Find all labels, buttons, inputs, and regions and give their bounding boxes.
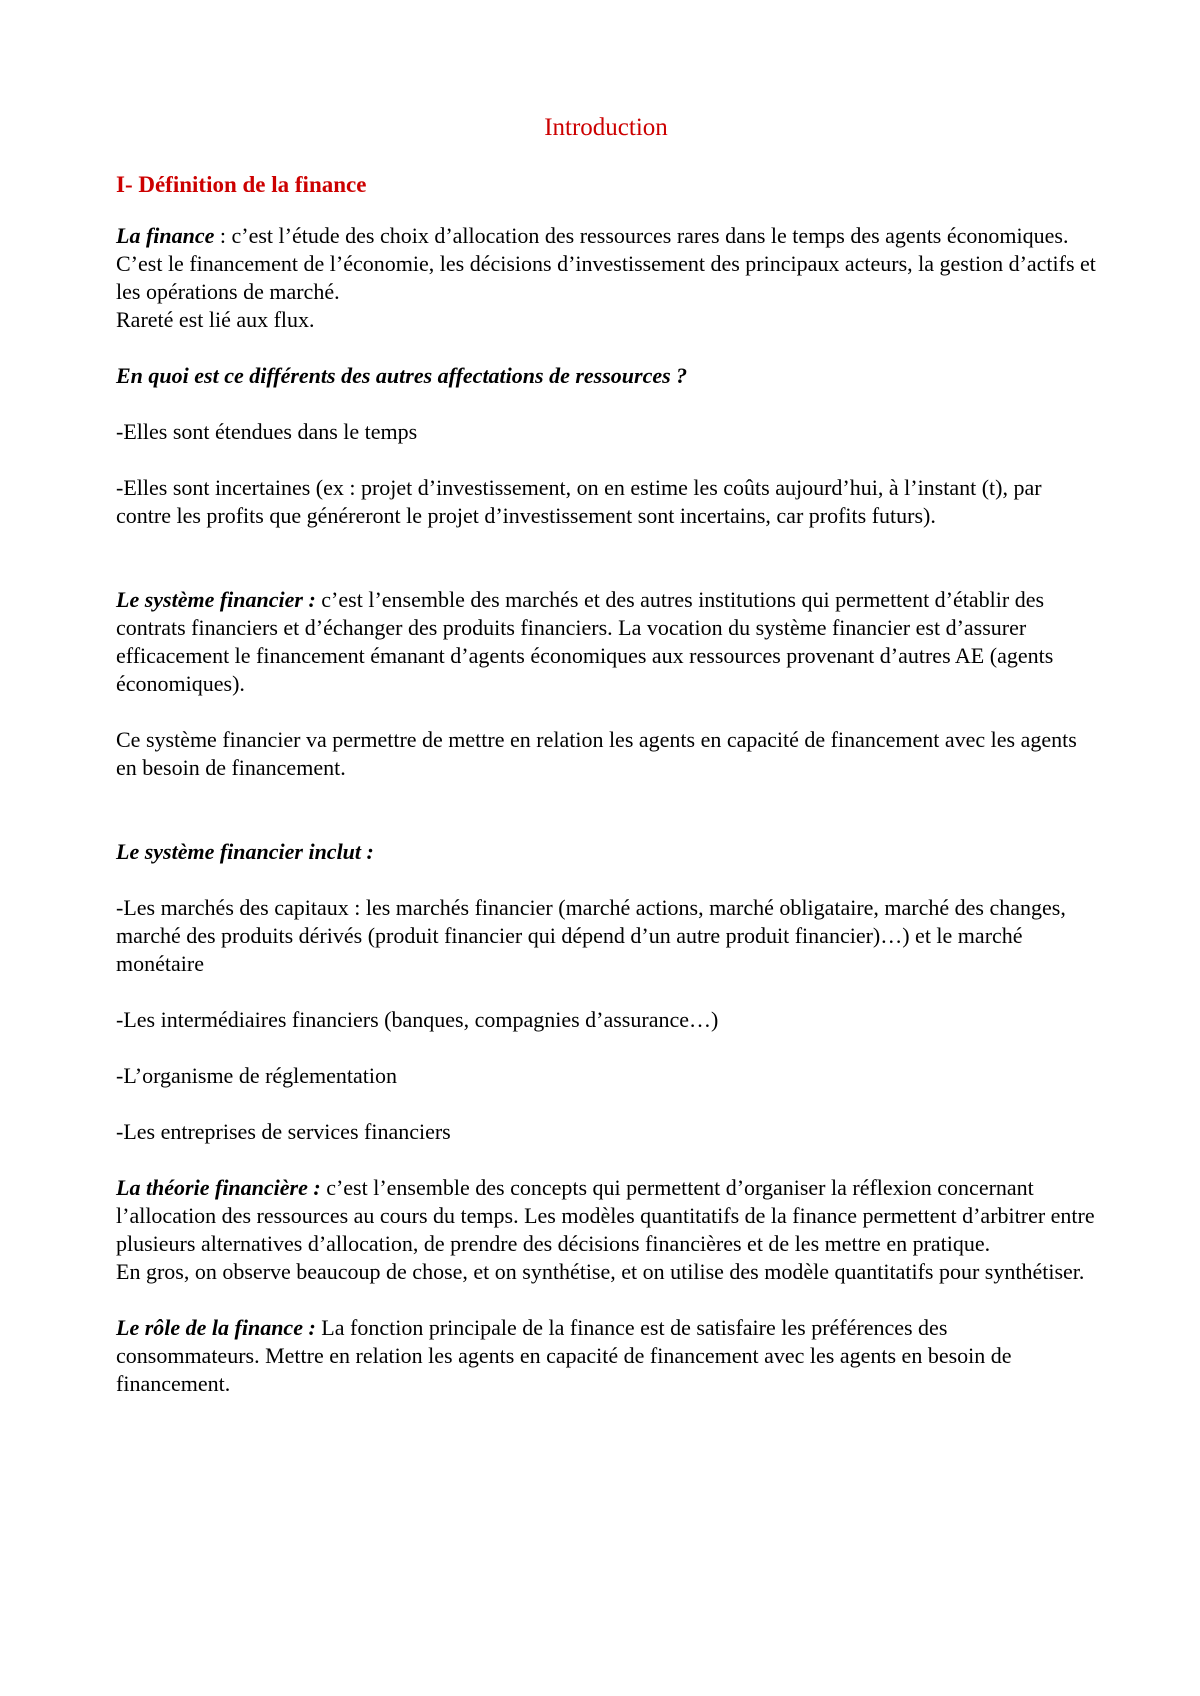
theorie-definition <box>116 1174 1096 1258</box>
point-temps: -Elles sont étendues dans le temps <box>116 419 418 444</box>
role-definition <box>116 1314 1096 1398</box>
term-role-finance: Le rôle de la finance : <box>116 1315 316 1340</box>
document-title: Introduction <box>544 114 668 141</box>
inclut-item: -Les marchés des capitaux : les marchés financier (marché actions, marché obligataire, marché des changes, marché des produits dérivés (produit financier qui dépend d’un autre produit financier)…) et le marché monétaire <box>116 895 1066 976</box>
role-definition-text: La fonction principale de la finance est de satisfaire les préférences des consommateurs. Mettre en relation les agents en capacité de financement avec les agents en besoin de financement. <box>116 1315 1012 1396</box>
section-heading: I- Définition de la finance <box>116 172 367 197</box>
systeme-definition-text: c’est l’ensemble des marchés et des autres institutions qui permettent d’établir des contrats financiers et d’échanger des produits financiers. La vocation du système financier est d’assurer efficacement le financement émanant d’agents économiques aux ressources provenant d’autres AE (agents économiques). <box>116 587 1054 696</box>
point-incertaines: -Elles sont incertaines (ex : projet d’investissement, on en estime les coûts aujourd’hui, à l’instant (t), par contre les profits que généreront le projet d’investissement sont incertains, car profits futurs). <box>116 475 1042 528</box>
inclut-item: -L’organisme de réglementation <box>116 1063 398 1088</box>
term-finance: La finance <box>116 223 215 248</box>
systeme-definition <box>116 586 1096 698</box>
theorie-gros: En gros, on observe beaucoup de chose, et on synthétise, et on utilise des modèle quantitatifs pour synthétiser. <box>116 1259 1085 1284</box>
term-systeme-financier: Le système financier : <box>116 587 316 612</box>
inclut-item: -Les entreprises de services financiers <box>116 1119 451 1144</box>
theorie-definition-text: c’est l’ensemble des concepts qui permettent d’organiser la réflexion concernant l’allocation des ressources au cours du temps. Les modèles quantitatifs de la finance permettent d’arbitrer entre plusieurs alternatives d’allocation, de prendre des décisions financières et de les mettre en pratique. <box>116 1175 1095 1256</box>
rarete-line: Rareté est lié aux flux. <box>116 307 315 332</box>
finance-definition <box>116 222 1096 306</box>
document-page <box>116 112 1096 1398</box>
systeme-relation: Ce système financier va permettre de mettre en relation les agents en capacité de financement avec les agents en besoin de financement. <box>116 727 1077 780</box>
finance-definition-text: : c’est l’étude des choix d’allocation des ressources rares dans le temps des agents économiques. C’est le financement de l’économie, les décisions d’investissement des principaux acteurs, la gestion d’actifs et les opérations de marché. <box>116 223 1096 304</box>
term-theorie-financiere: La théorie financière : <box>116 1175 321 1200</box>
question-line: En quoi est ce différents des autres affectations de ressources ? <box>116 363 688 388</box>
inclut-item: -Les intermédiaires financiers (banques, compagnies d’assurance…) <box>116 1007 719 1032</box>
inclut-heading: Le système financier inclut : <box>116 839 374 864</box>
